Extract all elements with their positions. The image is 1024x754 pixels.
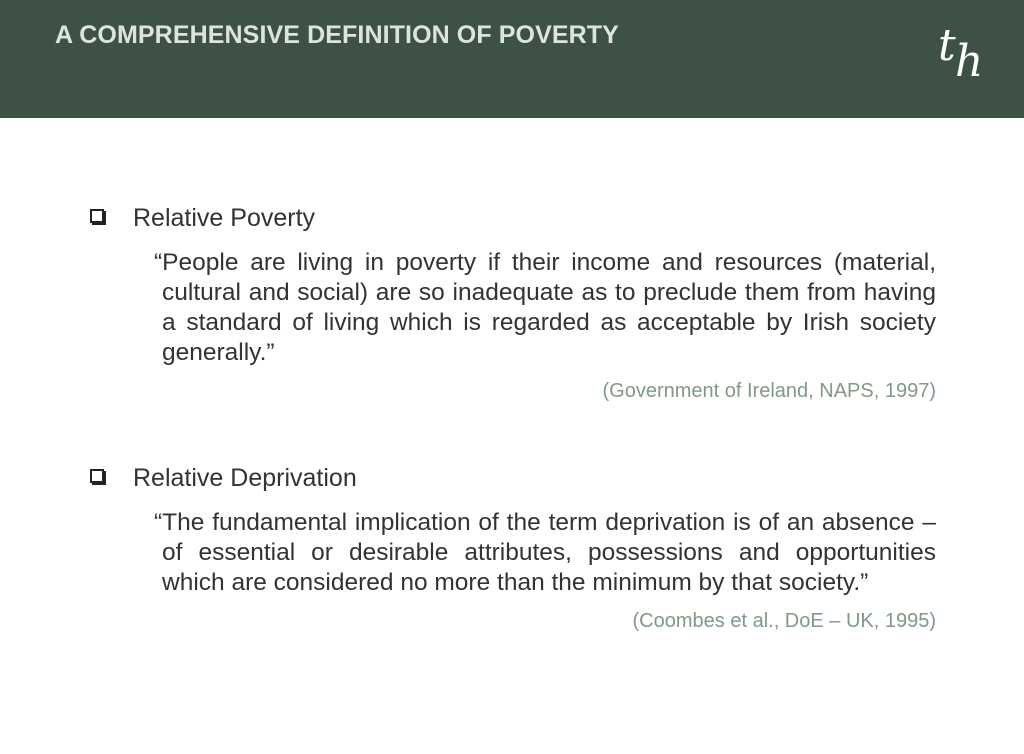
section-heading: Relative Poverty <box>133 204 316 232</box>
definition-quote: “People are living in poverty if their income and resources (material, cultural and social) are so inadequate as to preclude them from having a standard of living which is regarded as acceptable by Irish society generally.” <box>154 249 936 366</box>
definition-quote: “The fundamental implication of the term deprivation is of an absence – of essential or desirable attributes, possessions and opportunities which are considered no more than the minimum by that society.” <box>154 509 936 596</box>
logo-letter-t: t <box>938 20 956 71</box>
th-logo <box>938 20 994 90</box>
section-heading: Relative Deprivation <box>133 464 357 492</box>
logo-letter-h: h <box>955 36 984 87</box>
header-bar <box>0 0 1024 118</box>
bullet-row <box>90 202 936 234</box>
checkbox-bullet-icon <box>90 209 104 223</box>
relative-poverty-section <box>90 202 936 404</box>
checkbox-bullet-icon <box>90 469 104 483</box>
citation: (Coombes et al., DoE – UK, 1995) <box>632 610 936 632</box>
bullet-row <box>90 462 936 494</box>
relative-deprivation-section <box>90 462 936 634</box>
slide-title: A COMPREHENSIVE DEFINITION OF POVERTY <box>55 21 619 49</box>
citation: (Government of Ireland, NAPS, 1997) <box>602 380 936 402</box>
